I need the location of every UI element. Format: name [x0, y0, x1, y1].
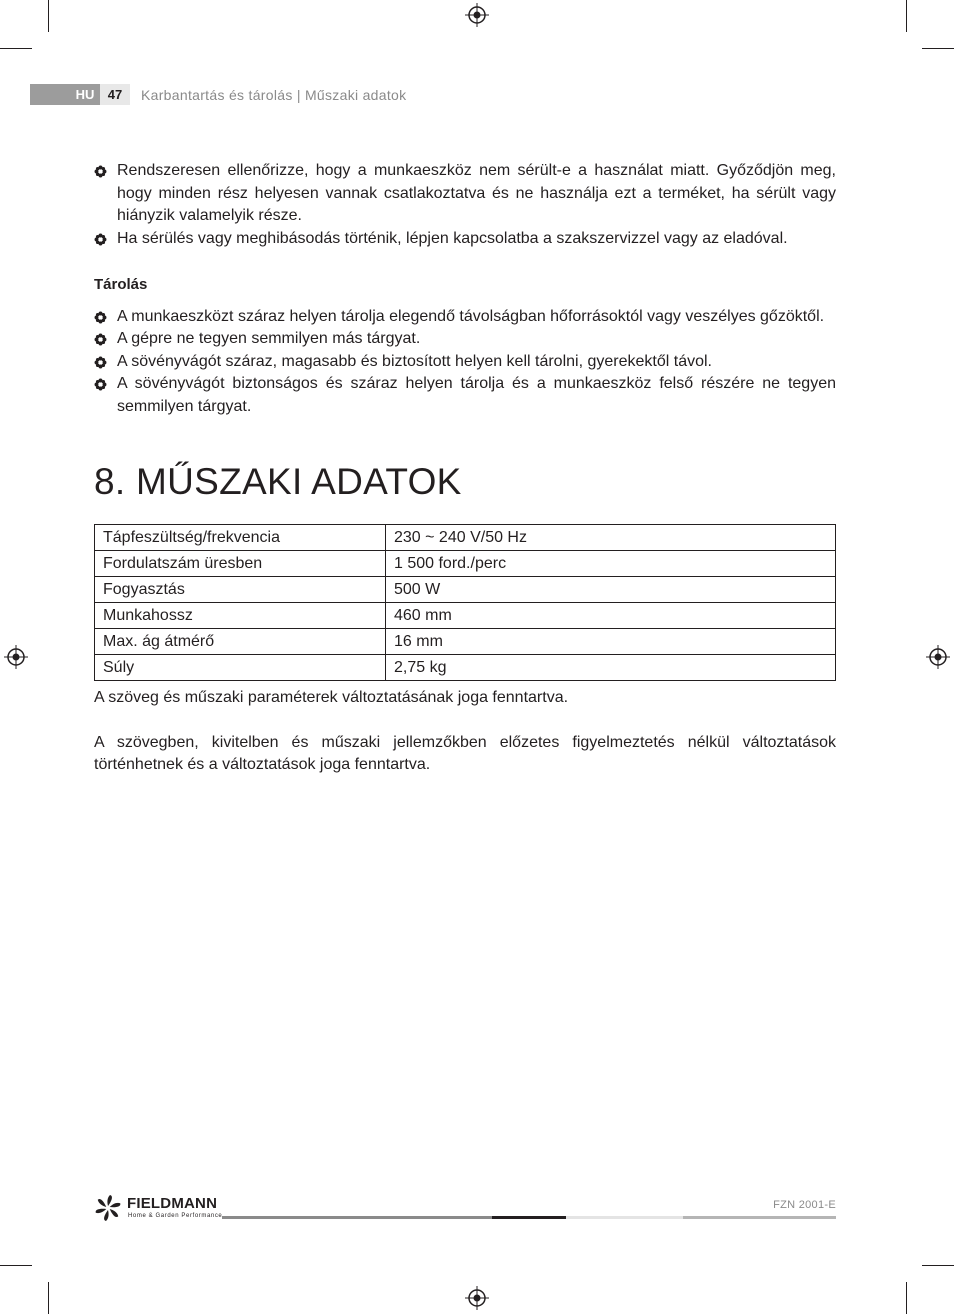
table-row: [95, 629, 836, 655]
rights-note: A szöveg és műszaki paraméterek változtatásának joga fenntartva.: [94, 689, 569, 706]
model-number: FZN 2001-E: [773, 1199, 836, 1211]
footer-rule: [492, 1216, 566, 1219]
storage-list: [94, 306, 836, 419]
brand-tagline: Home & Garden Performance: [128, 1213, 223, 1219]
list-item-text: A sövényvágót száraz, magasabb és biztosított helyen kell tárolni, gyerekektől távol.: [117, 352, 712, 370]
page-content: [94, 160, 836, 777]
list-item-text: Ha sérülés vagy meghibásodás történik, lépjen kapcsolatba a szakszervizzel vagy az eladóval.: [117, 229, 788, 247]
list-item: [94, 373, 836, 418]
spec-label: Max. ág átmérő: [95, 629, 386, 655]
list-item-text: A sövényvágót biztonságos és száraz helyen tárolja és a munkaeszköz felső részére ne tegyen semmilyen tárgyat.: [117, 375, 836, 415]
registration-mark-icon: [465, 3, 489, 27]
flower-bullet-icon: [94, 378, 107, 391]
crop-mark: [906, 1282, 907, 1314]
spec-label: Tápfeszültség/frekvencia: [95, 525, 386, 551]
table-row: [95, 603, 836, 629]
crop-mark: [48, 1282, 49, 1314]
crop-mark: [0, 1265, 32, 1266]
list-item: [94, 160, 836, 228]
spec-label: Fogyasztás: [95, 577, 386, 603]
page-number: 47: [100, 84, 130, 105]
crop-mark: [906, 0, 907, 32]
crop-mark: [0, 48, 32, 49]
list-item-text: A munkaeszközt száraz helyen tárolja elegendő távolságban hőforrásoktól vagy veszélyes gőzöktől.: [117, 307, 825, 325]
spec-label: Munkahossz: [95, 603, 386, 629]
spec-label: Fordulatszám üresben: [95, 551, 386, 577]
list-item-text: A gépre ne tegyen semmilyen más tárgyat.: [117, 330, 421, 347]
storage-heading: Tárolás: [94, 276, 148, 293]
spec-value: 230 ~ 240 V/50 Hz: [386, 525, 836, 551]
section-title: 8. MŰSZAKI ADATOK: [94, 461, 462, 502]
brand-name: FIELDMANN: [127, 1195, 218, 1212]
crop-mark: [922, 1265, 954, 1266]
list-item: [94, 306, 836, 329]
spec-value: 2,75 kg: [386, 655, 836, 681]
list-item: [94, 228, 836, 251]
table-row: [95, 655, 836, 681]
spec-value: 16 mm: [386, 629, 836, 655]
flower-bullet-icon: [94, 233, 107, 246]
footer-rule: [566, 1216, 683, 1219]
fieldmann-logo-icon: [94, 1194, 122, 1222]
footer-rule: [222, 1216, 492, 1219]
spec-value: 460 mm: [386, 603, 836, 629]
registration-mark-icon: [4, 645, 28, 669]
list-item: [94, 351, 836, 374]
running-header-title: Karbantartás és tárolás | Műszaki adatok: [141, 87, 407, 103]
registration-mark-icon: [465, 1286, 489, 1310]
list-item: [94, 328, 836, 351]
spec-value: 1 500 ford./perc: [386, 551, 836, 577]
footer-rule: [683, 1216, 836, 1219]
spec-label: Súly: [95, 655, 386, 681]
list-item-text: Rendszeresen ellenőrizze, hogy a munkaeszköz nem sérült-e a használat miatt. Győződjön meg, hogy minden rész helyesen vannak csatlakoztatva és ne használja ezt a terméket, ha sérült vagy hiányzik valamelyik része.: [117, 162, 836, 224]
spec-value: 500 W: [386, 577, 836, 603]
maintenance-list: [94, 160, 836, 250]
table-row: [95, 577, 836, 603]
flower-bullet-icon: [94, 356, 107, 369]
flower-bullet-icon: [94, 333, 107, 346]
crop-mark: [48, 0, 49, 32]
registration-mark-icon: [926, 645, 950, 669]
spec-table: [94, 524, 836, 681]
crop-mark: [922, 48, 954, 49]
flower-bullet-icon: [94, 311, 107, 324]
table-row: [95, 551, 836, 577]
table-row: [95, 525, 836, 551]
language-code: HU: [75, 87, 95, 102]
change-notice: A szövegben, kivitelben és műszaki jellemzőkben előzetes figyelmeztetés nélkül változtatások történhetnek és a változtatások joga fenntartva.: [94, 733, 836, 773]
flower-bullet-icon: [94, 165, 107, 178]
